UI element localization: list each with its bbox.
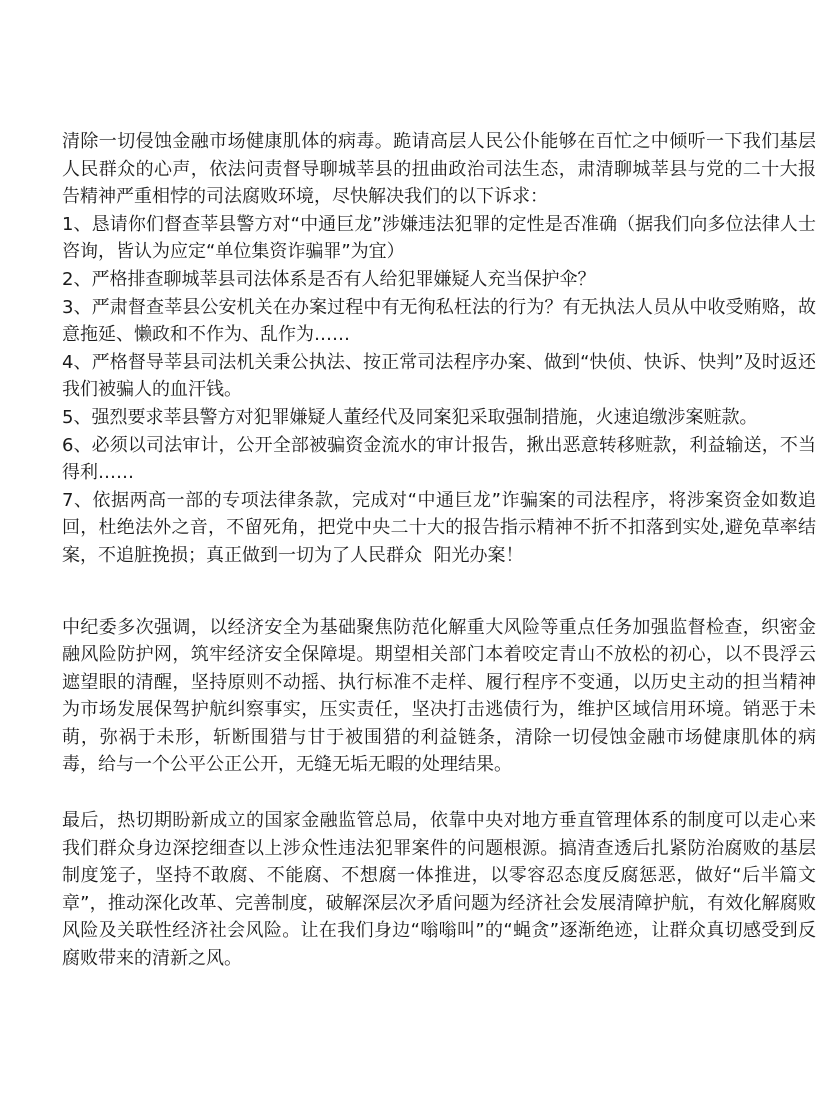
- demand-item-7: 7、依据两高一部的专项法律条款，完成对“中通巨龙”诈骗案的司法程序，将涉案资金如数追回，杜绝法外之音，不留死角，把党中央二十大的报告指示精神不折不扣落到实处,避免草率结案，不追脏挽损；真正做到一切为了人民群众 阳光办案！: [62, 489, 816, 566]
- demand-item-1: 1、恳请你们督查莘县警方对“中通巨龙”涉嫌违法犯罪的定性是否准确（据我们向多位法律人士咨询，皆认为应定“单位集资诈骗罪”为宜）: [62, 213, 816, 263]
- demand-item-6: 6、必须以司法审计，公开全部被骗资金流水的审计报告，揪出恶意转移赃款，利益输送，不当得利……: [62, 434, 816, 484]
- demand-item-3: 3、严肃督查莘县公安机关在办案过程中有无徇私枉法的行为？有无执法人员从中收受贿赂，故意拖延、懒政和不作为、乱作为……: [62, 296, 816, 346]
- section-spacer: [62, 779, 816, 807]
- document-body: [62, 128, 816, 973]
- intro-paragraph: 清除一切侵蚀金融市场健康肌体的病毒。跪请高层人民公仆能够在百忙之中倾听一下我们基层人民群众的心声，依法问责督导聊城莘县的扭曲政治司法生态，肃清聊城莘县与党的二十大报告精神严重相悖的司法腐败环境，尽快解决我们的以下诉求：: [62, 131, 816, 208]
- demand-item-2: 2、严格排查聊城莘县司法体系是否有人给犯罪嫌疑人充当保护伞？: [62, 268, 596, 290]
- discipline-paragraph: 中纪委多次强调，以经济安全为基础聚焦防范化解重大风险等重点任务加强监督检查，织密金融风险防护网，筑牢经济安全保障堤。期望相关部门本着咬定青山不放松的初心，以不畏浮云遮望眼的清醒，坚持原则不动摇、执行标准不走样、履行程序不变通，以历史主动的担当精神为市场发展保驾护航纠察事实，压实责任，坚决打击逃债行为，维护区域信用环境。销恶于未萌，弥祸于未形，斩断围猎与甘于被围猎的利益链条，清除一切侵蚀金融市场健康肌体的病毒，给与一个公平公正公开，无缝无垢无暇的处理结果。: [62, 616, 816, 776]
- demand-item-5: 5、强烈要求莘县警方对犯罪嫌疑人董经代及同案犯采取强制措施，火速追缴涉案赃款。: [62, 406, 758, 428]
- demand-item-4: 4、严格督导莘县司法机关秉公执法、按正常司法程序办案、做到“快侦、快诉、快判”及时返还我们被骗人的血汗钱。: [62, 351, 816, 401]
- closing-paragraph: 最后，热切期盼新成立的国家金融监管总局，依靠中央对地方垂直管理体系的制度可以走心来我们群众身边深挖细查以上涉众性违法犯罪案件的问题根源。搞清查透后扎紧防治腐败的基层制度笼子，坚持不敢腐、不能腐、不想腐一体推进，以零容忍态度反腐惩恶，做好“后半篇文章”，推动深化改革、完善制度，破解深层次矛盾问题为经济社会发展清障护航，有效化解腐败风险及关联性经济社会风险。让在我们身边“嗡嗡叫”的“蝇贪”逐渐绝迹，让群众真切感受到反腐败带来的清新之风。: [62, 810, 816, 970]
- section-spacer: [62, 570, 816, 614]
